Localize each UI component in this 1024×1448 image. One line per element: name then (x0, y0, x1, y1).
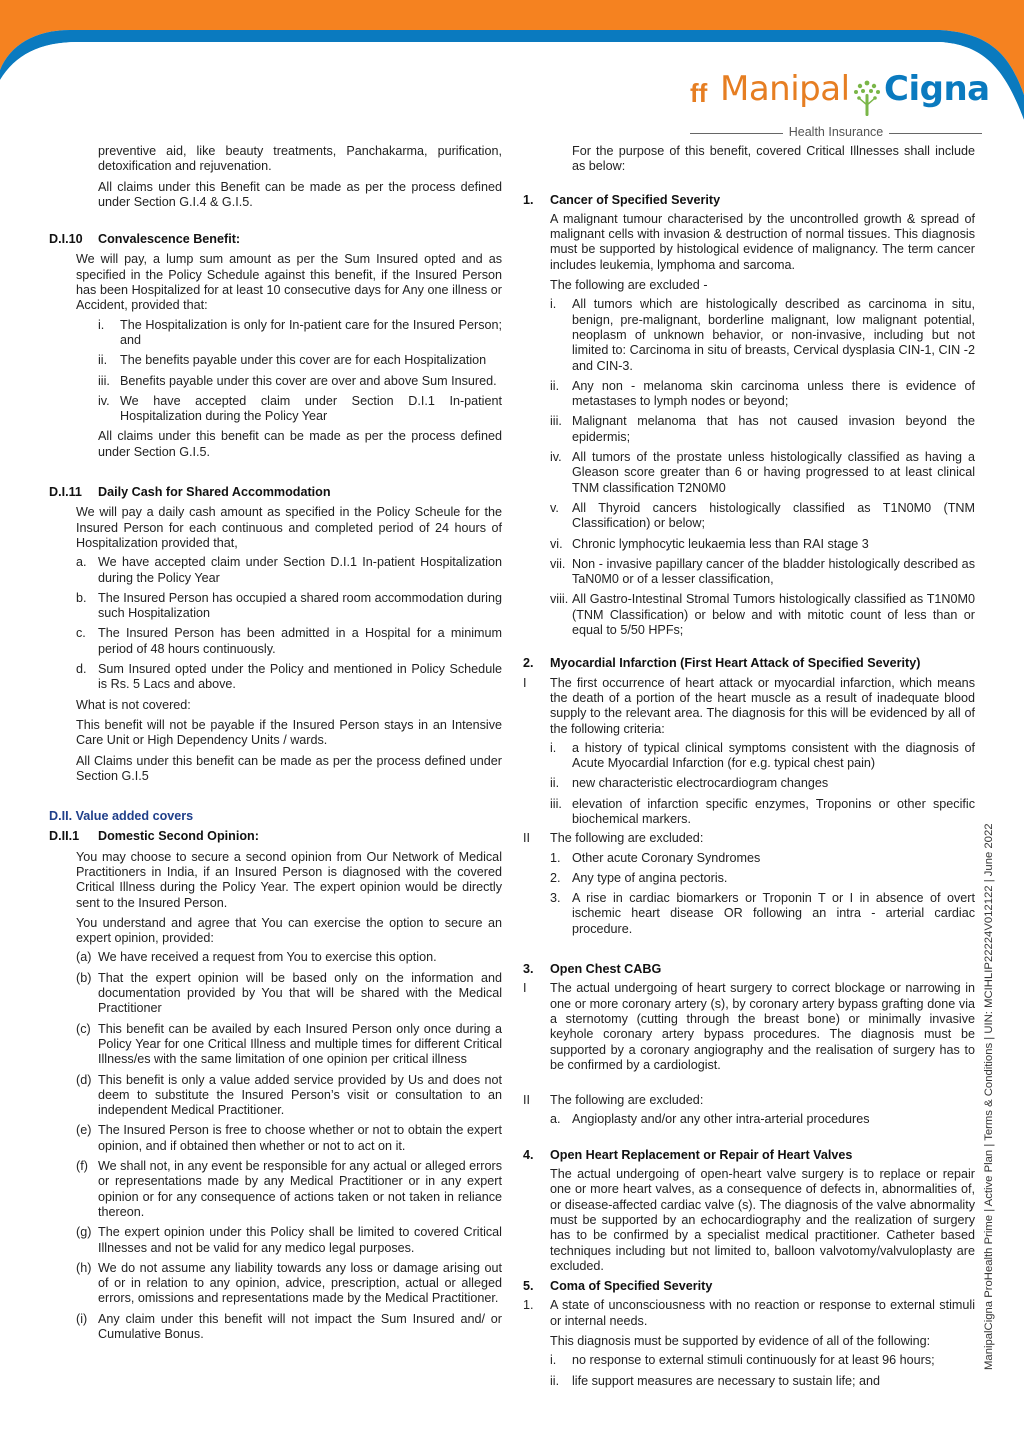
section-number: 1. (523, 192, 534, 207)
list-item (523, 676, 975, 737)
list-text: The benefits payable under this cover are for each Hospitalization (120, 353, 487, 368)
list-item (76, 1073, 502, 1119)
list-marker: b. (76, 590, 87, 605)
list-marker: ii. (98, 353, 108, 368)
section-number: D.II.1 (49, 829, 80, 844)
list-marker: II (523, 1093, 530, 1108)
section-number: D.I.11 (49, 485, 82, 500)
list-item (550, 450, 975, 496)
list-text: life support measures are necessary to sustain life; and (572, 1373, 881, 1388)
list-marker: I (523, 675, 527, 690)
list-item (550, 1353, 975, 1368)
list-text: All tumors of the prostate unless histologically classified as having a Gleason score greater than 6 or having progressed to at least clinical TNM classification T2N0M0 (572, 450, 975, 495)
list-marker: (g) (76, 1225, 92, 1240)
section-number: 5. (523, 1279, 534, 1294)
list-item (523, 831, 975, 846)
list-text: We have received a request from You to exercise this option. (98, 950, 437, 965)
list-marker: ii. (550, 1373, 560, 1388)
divider (889, 133, 982, 134)
list-item (550, 592, 975, 638)
paragraph: All Claims under this benefit can be made as per the process defined under Section G.I.5 (76, 753, 502, 783)
list-text: Any claim under this benefit will not impact the Sum Insured and/ or Cumulative Bonus. (98, 1311, 502, 1341)
list-marker: v. (550, 500, 559, 515)
list-item (76, 950, 502, 965)
paragraph: The actual undergoing of open-heart valve surgery is to replace or repair one or more heart valves, as a consequence of defects in, abnormalities of, or disease-affected cardiac valve (s). The diagnosis of the valve abnormality must be supported by an echocardiography and the realization of surgery has to be confirmed by a specialist medical practitioner. Catheter based techniques including but not limited to, balloon valvotomy/valvuloplasty are excluded. (550, 1167, 975, 1273)
list-text: We do not assume any liability towards any loss or damage arising out of or in relation to any opinion, advice, prescription, actual or alleged errors, omissions and representations made by the Medical Practitioner. (98, 1260, 502, 1306)
list-item (98, 394, 502, 425)
section-heading (523, 1148, 975, 1163)
list-marker: ii. (550, 378, 560, 393)
list-marker: (b) (76, 970, 92, 985)
list-item (98, 353, 502, 368)
logo-cigna-text: Cigna (884, 69, 990, 109)
manipal-cigna-logo (690, 69, 990, 144)
list-item (550, 797, 975, 828)
list-text: That the expert opinion will be based only on the information and documentation provided by You that will be shared with the Medical Practitioner (98, 970, 502, 1016)
logo-subtitle-text: Health Insurance (788, 125, 884, 140)
section-title: Coma of Specified Severity (550, 1279, 713, 1294)
subheading: What is not covered: (76, 697, 191, 712)
logo-subtitle (690, 126, 982, 140)
paragraph: All claims under this benefit can be made as per the process defined under Section G.I.5. (98, 429, 502, 459)
list-item (550, 741, 975, 772)
list-text: The actual undergoing of heart surgery to correct blockage or narrowing in one or more coronary artery (s), by coronary artery bypass grafting done via a sternotomy (cutting through the breast bone) or minimally invasive keyhole coronary artery bypass procedures. The diagnosis must be supported by a coronary angiography and the realisation of surgery has to be confirmed by a cardiologist. (550, 981, 975, 1072)
paragraph: You understand and agree that You can exercise the option to secure an expert opinion, provided: (76, 915, 502, 946)
paragraph: A malignant tumour characterised by the uncontrolled growth & spread of malignant cells with invasion & destruction of normal tissues. This diagnosis must be supported by histological evidence of malignancy. The term cancer includes leukemia, lymphoma and sarcoma. (550, 211, 975, 272)
list-item (550, 891, 975, 937)
list-marker: i. (550, 297, 557, 312)
list-marker: II (523, 831, 530, 846)
list-item (523, 1298, 975, 1329)
list-item (550, 776, 975, 791)
list-marker: (i) (76, 1311, 88, 1326)
section-heading (49, 485, 502, 500)
list-item (550, 557, 975, 588)
section-heading (523, 656, 975, 671)
list-marker: (h) (76, 1260, 92, 1275)
list-item (76, 1261, 502, 1307)
section-title: Daily Cash for Shared Accommodation (98, 485, 331, 500)
right-column (523, 144, 975, 1389)
list-text: This benefit can be availed by each Insured Person only once during a Policy Year for one Critical Illness and multiple times for different Critical Illness/es with the same limitation of one opinion per critical illness (98, 1021, 502, 1067)
list-item (550, 851, 975, 866)
list-item (76, 1312, 502, 1343)
list-marker: (a) (76, 950, 92, 965)
list-marker: a. (550, 1112, 561, 1127)
list-item (76, 971, 502, 1017)
section-heading (523, 193, 975, 208)
list-text: Sum Insured opted under the Policy and mentioned in Policy Schedule is Rs. 5 Lacs and above. (98, 662, 502, 692)
list-marker: vi. (550, 536, 563, 551)
paragraph: For the purpose of this benefit, covered Critical Illnesses shall include as below: (572, 144, 975, 174)
list-text: All tumors which are histologically described as carcinoma in situ, benign, pre-malignant, borderline malignant, low malignant potential, neoplasm of unknown behavior, or non-invasive, including but not limited to: Carcinoma in situ of breasts, Cervical dysplasia CIN-1, CIN -2 and CIN-3. (572, 297, 975, 373)
list-item (550, 1374, 975, 1389)
list-marker: I (523, 981, 527, 996)
list-text: This benefit is only a value added service provided by Us and does not deem to substitute the Insured Person’s visit or consultation to an independent Medical Practitioner. (98, 1072, 502, 1118)
list-marker: ii. (550, 776, 560, 791)
list-item (550, 414, 975, 445)
manipal-mark-icon: ff (690, 78, 708, 108)
list-item (76, 626, 502, 657)
section-number: 3. (523, 962, 534, 977)
list-marker: i. (550, 740, 557, 755)
list-item (523, 1093, 975, 1108)
list-text: Non - invasive papillary cancer of the bladder histologically described as TaN0M0 or of a lesser classification, (572, 556, 975, 587)
logo-manipal-text: Manipal (720, 69, 850, 109)
list-marker: d. (76, 662, 87, 677)
list-marker: a. (76, 555, 87, 570)
list-text: A state of unconsciousness with no reaction or response to external stimuli or internal needs. (550, 1298, 975, 1328)
section-title: Open Chest CABG (550, 962, 662, 977)
list-marker: (d) (76, 1072, 92, 1087)
list-item (76, 1022, 502, 1068)
list-item (550, 1112, 975, 1127)
list-marker: (f) (76, 1159, 88, 1174)
list-text: Benefits payable under this cover are over and above Sum Insured. (120, 373, 497, 388)
list-text: The following are excluded: (550, 831, 704, 846)
list-marker: 1. (550, 850, 561, 865)
list-marker: c. (76, 626, 86, 641)
list-text: Any non - melanoma skin carcinoma unless there is evidence of metastases to lymph nodes or beyond; (572, 378, 975, 409)
list-text: The expert opinion under this Policy shall be limited to covered Critical Illnesses and not be valid for any medico legal purposes. (98, 1225, 502, 1255)
paragraph: preventive aid, like beauty treatments, Panchakarma, purification, detoxification and rejuvenation. (98, 144, 502, 174)
left-column (49, 144, 502, 1342)
list-item (550, 501, 975, 532)
list-marker: i. (98, 317, 105, 332)
list-item (550, 379, 975, 410)
section-number: D.I.10 (49, 232, 83, 247)
section-title: Myocardial Infarction (First Heart Attack of Specified Severity) (550, 656, 921, 671)
list-text: The first occurrence of heart attack or myocardial infarction, which means the death of a portion of the heart muscle as a result of inadequate blood supply to the relevant area. The diagnosis for this will be evidenced by all of the following criteria: (550, 675, 975, 736)
paragraph: This diagnosis must be supported by evidence of all of the following: (550, 1334, 931, 1348)
list-marker: 3. (550, 891, 561, 906)
section-heading (523, 1279, 975, 1294)
divider (690, 133, 783, 134)
paragraph: The following are excluded - (550, 278, 708, 293)
list-marker: iv. (98, 393, 110, 408)
section-title: Open Heart Replacement or Repair of Heart Valves (550, 1147, 853, 1162)
list-text: elevation of infarction specific enzymes, Troponins or other specific biochemical markers. (572, 796, 975, 826)
document-footer-vertical: ManipalCigna ProHealth Prime | Active Plan | Terms & Conditions | UIN: MCIHLIP22224V012122 | June 2022 (983, 823, 995, 1370)
section-number: 2. (523, 656, 534, 671)
section-title: Cancer of Specified Severity (550, 192, 721, 207)
list-text: The Hospitalization is only for In-patient care for the Insured Person; and (120, 317, 502, 347)
paragraph: You may choose to secure a second opinion from Our Network of Medical Practitioners in India, if an Insured Person is diagnosed with the covered Critical Illness during the Policy Year. The expert opinion would be directly sent to the Insured Person. (76, 849, 502, 910)
list-text: new characteristic electrocardiogram changes (572, 776, 829, 791)
list-marker: iii. (550, 796, 562, 811)
list-text: The Insured Person has occupied a shared room accommodation during such Hospitalization (98, 590, 502, 621)
list-text: Malignant melanoma that has not caused invasion beyond the epidermis; (572, 414, 975, 444)
list-text: All Gastro-Intestinal Stromal Tumors histologically classified as T1N0M0 (TNM Classification) or below and with mitotic count of less than or equal to 5/50 HPFs; (572, 592, 975, 638)
list-item (550, 871, 975, 886)
list-text: We have accepted claim under Section D.I.1 In-patient Hospitalization during the Policy Year (120, 393, 502, 424)
list-marker: i. (550, 1353, 557, 1368)
paragraph: All claims under this Benefit can be made as per the process defined under Section G.I.4 & G.I.5. (98, 179, 502, 209)
list-text: The following are excluded: (550, 1093, 704, 1108)
list-marker: vii. (550, 556, 566, 571)
list-text: We have accepted claim under Section D.I.1 In-patient Hospitalization during the Policy Year (98, 555, 502, 585)
list-item (76, 591, 502, 622)
list-marker: iii. (550, 414, 562, 429)
list-marker: viii. (550, 592, 569, 607)
list-text: The Insured Person is free to choose whether or not to obtain the expert opinion, and if obtained then whether or not to act on it. (98, 1123, 502, 1153)
section-heading (49, 232, 502, 247)
list-item (76, 555, 502, 586)
list-marker: 2. (550, 870, 561, 885)
list-text: A rise in cardiac biomarkers or Troponin T or I in absence of overt ischemic heart disease OR following an intra - arterial cardiac procedure. (572, 891, 975, 936)
section-title: Convalescence Benefit: (98, 232, 241, 247)
section-heading (523, 962, 975, 977)
list-item (523, 981, 975, 1073)
section-title: Domestic Second Opinion: (98, 829, 259, 844)
section-heading: D.II. Value added covers (49, 809, 194, 824)
list-text: Other acute Coronary Syndromes (572, 850, 761, 865)
cigna-tree-icon (850, 78, 884, 122)
list-text: The Insured Person has been admitted in a Hospital for a minimum period of 48 hours continuously. (98, 626, 502, 656)
list-marker: (e) (76, 1123, 92, 1138)
list-text: Any type of angina pectoris. (572, 870, 728, 885)
list-marker: iii. (98, 373, 110, 388)
list-item (98, 374, 502, 389)
section-number: 4. (523, 1147, 534, 1162)
section-heading (49, 829, 502, 844)
list-text: a history of typical clinical symptoms consistent with the diagnosis of Acute Myocardial Infarction (for e.g. typical chest pain) (572, 740, 975, 771)
list-text: We shall not, in any event be responsible for any actual or alleged errors or representations made by any Medical Practitioner or in any expert opinion or for any consequence of actions taken or not taken in reliance thereon. (98, 1159, 502, 1219)
list-marker: iv. (550, 450, 562, 465)
list-item (76, 1159, 502, 1220)
list-item (98, 318, 502, 349)
paragraph: This benefit will not be payable if the Insured Person stays in an Intensive Care Unit or High Dependency Units / wards. (76, 717, 502, 748)
list-item (550, 537, 975, 552)
list-item (76, 662, 502, 693)
paragraph: We will pay, a lump sum amount as per the Sum Insured opted and as specified in the Policy Schedule against this benefit, if the Insured Person has been Hospitalized for at least 10 consecutive days for Any one illness or Accident, provided that: (76, 252, 502, 313)
list-item (550, 297, 975, 373)
paragraph: We will pay a daily cash amount as specified in the Policy Scheule for the Insured Person for each continuous and completed period of 24 hours of Hospitalization provided that, (76, 505, 502, 550)
list-marker: 1. (523, 1298, 534, 1313)
list-text: no response to external stimuli continuously for at least 96 hours; (572, 1353, 935, 1368)
list-item (76, 1225, 502, 1256)
list-text: Angioplasty and/or any other intra-arterial procedures (572, 1112, 870, 1127)
list-text: All Thyroid cancers histologically classified as T1N0M0 (TNM Classification) or below; (572, 500, 975, 531)
list-text: Chronic lymphocytic leukaemia less than RAI stage 3 (572, 536, 869, 551)
list-marker: (c) (76, 1021, 91, 1036)
list-item (76, 1123, 502, 1154)
